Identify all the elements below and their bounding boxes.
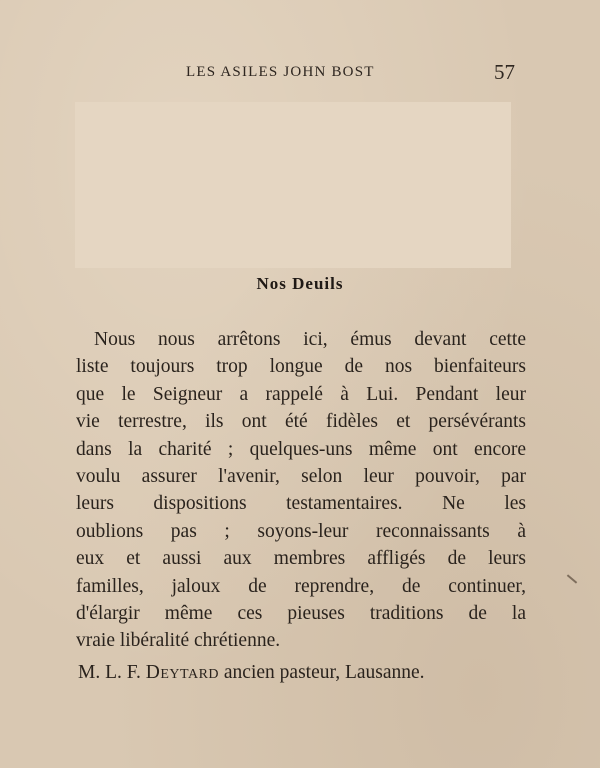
text-line: d'élargir même ces pieuses traditions de la: [76, 602, 526, 624]
text-line: que le Seigneur a rappelé à Lui. Pendant leur: [76, 383, 526, 405]
text-line: vie terrestre, ils ont été fidèles et persévérants: [76, 411, 526, 433]
text-line: dans la charité ; quelques-uns même ont encore: [76, 438, 526, 460]
running-title: LES ASILES JOHN BOST: [186, 64, 375, 80]
text-line: vraie libéralité chrétienne.: [76, 630, 281, 652]
text-line: voulu assurer l'avenir, selon leur pouvoir, par: [76, 465, 526, 487]
section-title: Nos Deuils: [256, 274, 344, 293]
running-head: [0, 62, 600, 84]
text-line: eux et aussi aux membres affligés de leurs: [76, 548, 526, 570]
signature-line: [78, 662, 425, 684]
blank-image-area: [75, 102, 511, 268]
text-line: oublions pas ; soyons-leur reconnaissants à: [76, 520, 526, 542]
text-line: leurs dispositions testamentaires. Ne les: [76, 493, 526, 515]
text-line: Nous nous arrêtons ici, émus devant cette: [94, 329, 526, 350]
signature-initials: M. L. F.: [78, 662, 141, 683]
page-number: 57: [494, 60, 515, 84]
body-paragraph: [76, 326, 526, 655]
paper-speck: [567, 574, 577, 583]
text-line: liste toujours trop longue de nos bienfaiteurs: [76, 356, 526, 378]
signature-role: ancien pasteur, Lausanne.: [223, 662, 425, 683]
signature-surname: Deytard: [145, 662, 220, 683]
text-line: familles, jaloux de reprendre, de continuer,: [76, 575, 526, 597]
